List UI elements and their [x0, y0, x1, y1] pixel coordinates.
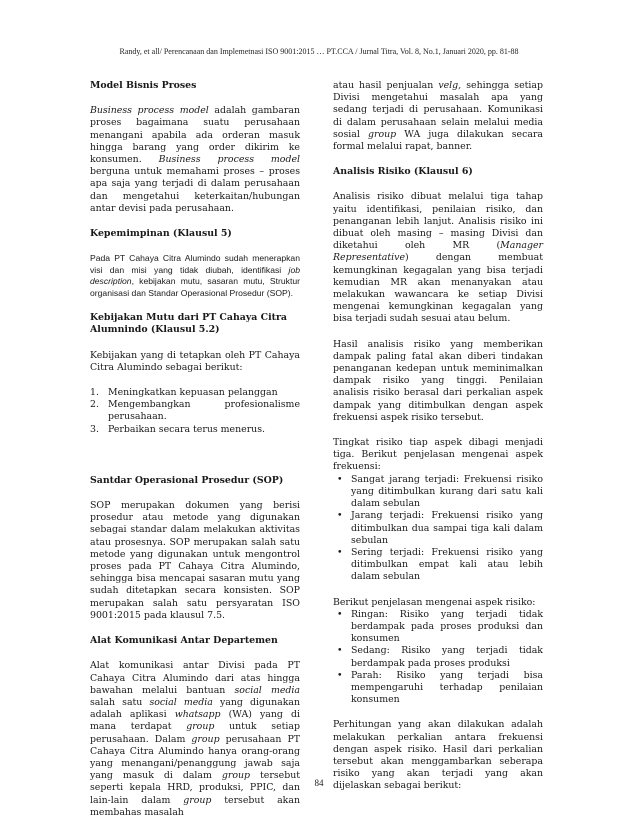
italic-term: group [221, 770, 251, 782]
list-item-text: Perbaikan secara terus menerus. [108, 423, 266, 435]
paragraph-analisis-2: Hasil analisis risiko yang memberikan dampak paling fatal akan diberi tindakan penanganan kedepan untuk meminimalkan dampak risiko yang tinggi. Penilaian analisis risiko berasal dari perkalian aspek dampak yang ditimbulkan dengan aspek frekuensi aspek risiko tersebut. [333, 338, 543, 423]
list-item-text: Meningkatkan kepuasan pelanggan [108, 387, 278, 399]
paragraph-analisis-4: Berikut penjelasan mengenai aspek risiko: [333, 596, 536, 608]
list-item [333, 510, 543, 547]
bullet-icon: • [337, 546, 343, 558]
list-item [333, 609, 543, 646]
text-run: , kebijakan mutu, sasaran mutu, Struktur organisasi dan Standar Operasional Prosedur (SOP). [90, 276, 300, 298]
italic-term: group [367, 128, 397, 140]
italic-term: group [183, 794, 212, 806]
italic-term: velg, [438, 80, 462, 91]
italic-term: Business process model [158, 154, 300, 166]
italic-term: social media [234, 684, 300, 696]
text-run: perusahaan PT Cahaya Citra Alumindo hanya orang-orang yang menangani/penanggung jawab saja yang masuk di dalam [90, 733, 301, 782]
list-item-text: Ringan: Risiko yang terjadi tidak berdampak pada proses produksi dan konsumen [351, 608, 543, 645]
italic-term: Business process model [90, 105, 209, 117]
section-title-analisis-risiko: Analisis Risiko (Klausul 6) [333, 166, 473, 178]
list-item [333, 645, 543, 669]
text-run: (WA) yang di mana terdapat [90, 709, 300, 733]
italic-term: whatsapp [174, 709, 221, 721]
list-item [333, 547, 543, 584]
list-item [333, 670, 543, 707]
italic-term: job description [90, 264, 300, 287]
text-run: WA juga dilakukan secara formal melalui rapat, banner. [333, 128, 543, 153]
text-run: Pada PT Cahaya Citra Alumindo sudah menerapkan visi dan misi yang tidak diubah, identifikasi [90, 253, 300, 275]
italic-term: group [186, 721, 215, 733]
list-number: 3. [90, 423, 99, 435]
spacer [90, 449, 300, 475]
list-item-text: Sangat jarang terjadi: Frekuensi risiko yang ditimbulkan kurang dari satu kali dalam sebulan [351, 473, 543, 510]
text-run: tersebut seperti kepala HRD, produksi, PPIC, dan lain-lain dalam [90, 770, 300, 806]
section-title-model-bisnis: Model Bisnis Proses [90, 80, 197, 91]
paragraph-analisis-5: Perhitungan yang akan dilakukan adalah melakukan perkalian antara frekuensi dengan aspek risiko. Hasil dari perkalian tersebut akan menggambarkan seberapa risiko yang akan terjadi yang akan dijelaskan sebagai berikut: [333, 719, 543, 792]
section-title-alat-komunikasi: Alat Komunikasi Antar Departemen [90, 635, 278, 647]
paragraph-analisis-1 [333, 191, 543, 325]
text-run: adalah gambaran proses bagaimana suatu perusahaan menangani apabila ada orderan masuk hingga barang yang order dikirim ke konsumen. [90, 105, 300, 166]
italic-term: social media [149, 696, 213, 708]
page-number: 84 [314, 778, 324, 788]
text-run: atau hasil penjualan [333, 80, 439, 91]
list-item-text: Mengembangkan profesionalisme perusahaan. [108, 399, 300, 423]
section-title-sop: Santdar Operasional Prosedur (SOP) [90, 474, 284, 486]
bullet-icon: • [337, 669, 343, 681]
italic-term: group [191, 733, 220, 745]
paragraph-continued [333, 80, 543, 153]
list-number: 2. [90, 399, 99, 411]
risk-list [333, 609, 543, 707]
text-run: sehingga setiap Divisi mengetahui masalah apa yang sedang terjadi di perusahaan. Komunikasi di dalam perusahaan selain melalui media sosial [333, 80, 544, 140]
bullet-icon: • [337, 473, 343, 485]
text-run: Alat komunikasi antar Divisi pada PT Cahaya Citra Alumindo dari atas hingga bawahan melalui bantuan [90, 660, 300, 696]
bullet-icon: • [337, 645, 343, 657]
bullet-icon: • [337, 510, 343, 522]
paragraph-model-bisnis [90, 105, 300, 215]
list-item-text: Sering terjadi: Frekuensi risiko yang ditimbulkan empat kali atau lebih dalam sebulan [351, 546, 543, 583]
paragraph-analisis-3: Tingkat risiko tiap aspek dibagi menjadi tiga. Berikut penjelasan mengenai aspek frekuensi: [333, 437, 543, 473]
right-column [333, 80, 543, 793]
text-run: untuk setiap perusahaan. Dalam [90, 721, 300, 745]
bullet-icon: • [337, 608, 343, 620]
paragraph-sop: SOP merupakan dokumen yang berisi prosedur atau metode yang digunakan sebagai standar dalam melakukan aktivitas atau prosesnya. SOP merupakan salah satu metode yang digunakan untuk mengontrol proses pada PT Cahaya Citra Alumindo, sehingga bisa mencapai sasaran mutu yang sudah ditetapkan secara konsisten. SOP merupakan salah satu persyaratan ISO 9001:2015 pada klausul 7.5. [90, 500, 300, 621]
paragraph-kebijakan-intro: Kebijakan yang di tetapkan oleh PT Cahaya Citra Alumindo sebagai berikut: [90, 349, 300, 373]
frequency-list [333, 474, 543, 584]
list-item [90, 387, 300, 399]
list-item [90, 424, 300, 436]
text-run: yang digunakan adalah aplikasi [90, 696, 300, 721]
text-run: berguna untuk memahami proses – proses apa saja yang terjadi di dalam perusahaan dan mengetahui keterkaitan/hubungan antar devisi pada perusahaan. [90, 166, 300, 214]
list-item-text: Jarang terjadi: Frekuensi risiko yang ditimbulkan dua sampai tiga kali dalam sebulan [351, 510, 543, 546]
section-title-kebijakan-mutu: Kebijakan Mutu dari PT Cahaya Citra Alumnindo (Klausul 5.2) [90, 312, 288, 336]
policy-list [90, 387, 300, 436]
list-item [90, 399, 300, 423]
paragraph-kepemimpinan [90, 253, 300, 299]
text-run: ) dengan membuat kemungkinan kegagalan yang bisa terjadi kemudian MR akan menanyakan atau melakukan wawancara ke setiap Divisi mengenai kemungkinan kegagalan yang bisa terjadi sudah sesuai atau belum. [333, 252, 543, 325]
text-run: Analisis risiko dibuat melalui tiga tahap yaitu identifikasi, penilaian risiko, dan penanganan lebih lanjut. Analisis risiko ini dibuat oleh masing – masing Divisi dan diketahui oleh MR ( [333, 191, 543, 252]
list-item-text: Sedang: Risiko yang terjadi tidak berdampak pada proses produksi [351, 645, 543, 669]
text-run: salah satu [90, 696, 150, 708]
text-run: tersebut akan membahas masalah [90, 794, 300, 818]
list-item [333, 474, 543, 511]
italic-term: Manager Representative [333, 240, 543, 264]
list-number: 1. [90, 387, 99, 399]
paragraph-alat-komunikasi [90, 660, 300, 819]
left-column [90, 80, 300, 819]
running-head: Randy, et all/ Perencanaan dan Implemetnasi ISO 9001:2015 … PT.CCA / Jurnal Titra, Vol. 8, No.1, Januari 2020, pp. 81-88 [119, 47, 519, 56]
section-title-kepemimpinan: Kepemimpinan (Klausul 5) [90, 228, 232, 240]
list-item-text: Parah: Risiko yang terjadi bisa mempengaruhi terhadap penilaian konsumen [351, 669, 543, 706]
